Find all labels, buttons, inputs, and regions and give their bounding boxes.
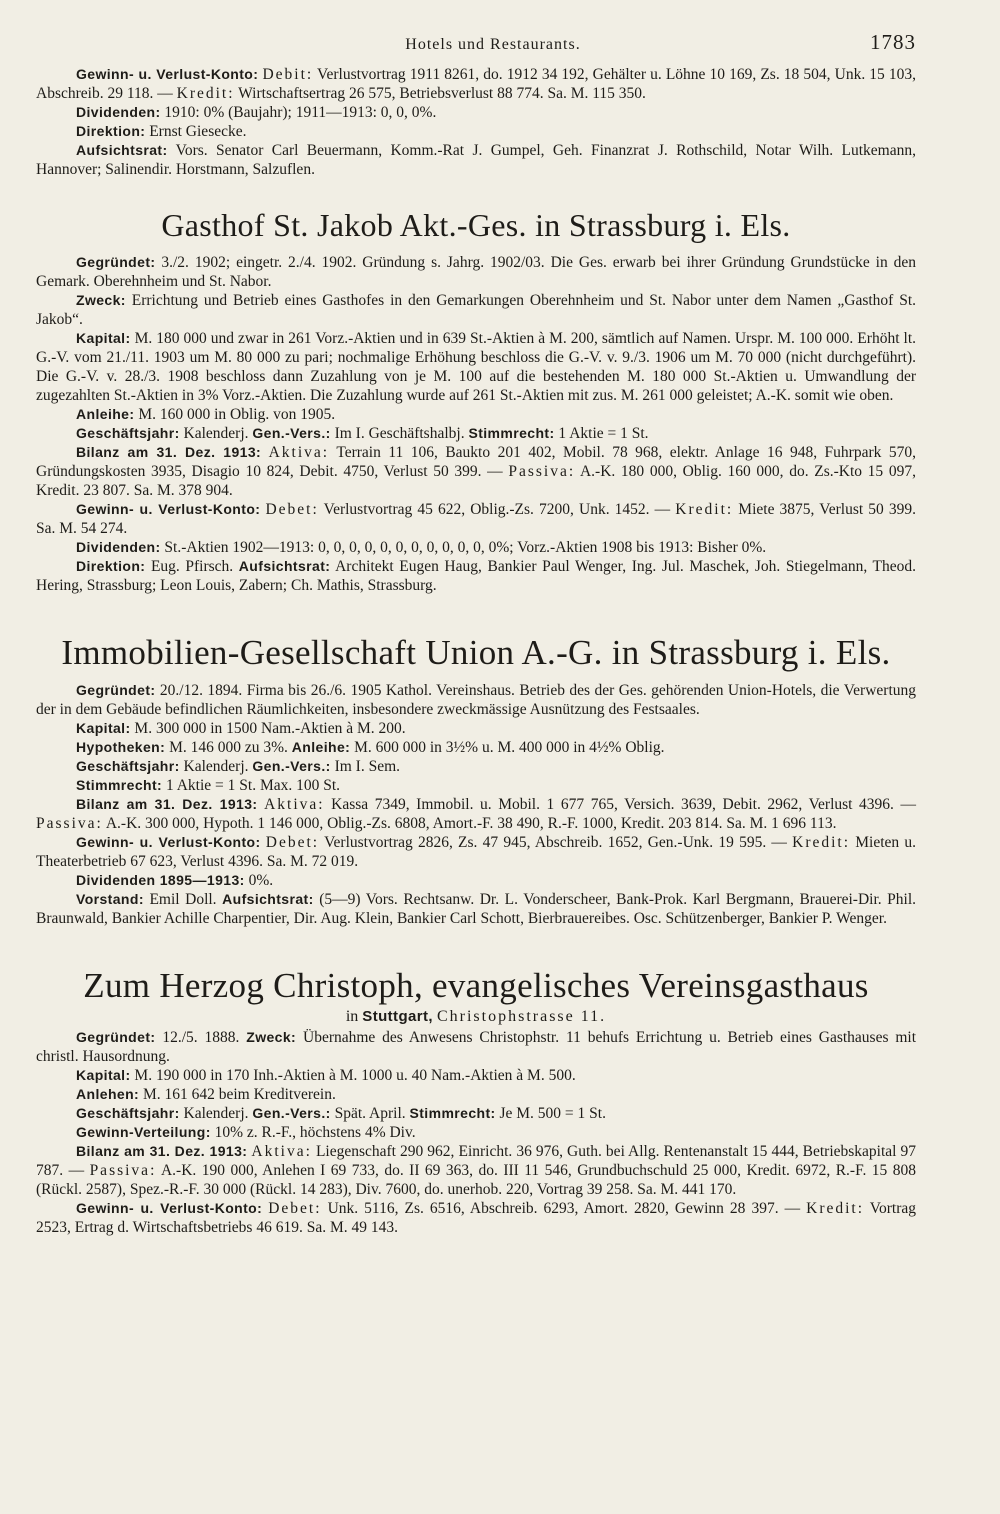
paragraph-voting — [36, 776, 916, 795]
running-title: Hotels und Restaurants. — [405, 36, 581, 53]
paragraph-profit-distribution — [36, 1123, 916, 1142]
entry-gasthof-st-jakob — [36, 207, 916, 595]
paragraph-balance — [36, 1142, 916, 1199]
entry-heading: Zum Herzog Christoph, evangelisches Vereinsgasthaus — [83, 966, 869, 1005]
field-label: Dividenden 1895—1913: — [76, 872, 245, 888]
aktiva-label: Aktiva: — [264, 796, 325, 813]
page-number: 1783 — [870, 30, 916, 54]
paragraph-business-year — [36, 1104, 916, 1123]
entry-heading: Immobilien-Gesellschaft Union A.-G. in Strassburg i. Els. — [61, 633, 891, 672]
sub-city: Stuttgart, — [362, 1008, 433, 1025]
debet-text: Verlustvortrag 2826, Zs. 47 945, Abschreib. 1652, Gen.-Unk. 19 595. — — [324, 834, 787, 851]
field-text: Spät. April. — [334, 1105, 406, 1122]
field-label: Gewinn- u. Verlust-Konto: — [76, 1200, 263, 1216]
kredit-label: Kredit: — [675, 501, 734, 518]
field-label: Geschäftsjahr: — [76, 425, 180, 441]
field-text: Emil Doll. — [149, 891, 217, 908]
field-text: Ernst Giesecke. — [149, 123, 247, 140]
field-label: Aufsichtsrat: — [238, 558, 331, 574]
aktiva-text: Terrain 11 106, Baukto 201 402, Mobil. 78 968, elektr. Anlage 16 948, Fuhrpark 570, Gründungskosten 3935, Disagio 10 824, Debit. 4750, Verlust 50 399. — — [36, 444, 916, 480]
aktiva-label: Aktiva: — [268, 444, 330, 461]
field-label: Gewinn- u. Verlust-Konto: — [76, 501, 261, 517]
field-text: M. 161 642 beim Kreditverein. — [142, 1086, 336, 1103]
field-text: Errichtung und Betrieb eines Gasthofes in den Gemarkungen Oberehnheim und St. Nabor unter dem Namen „Gasthof St. Jakob“. — [36, 292, 917, 328]
paragraph-founded — [36, 681, 916, 719]
paragraph-dividends — [36, 538, 916, 557]
field-label: Gewinn-Verteilung: — [76, 1124, 211, 1140]
field-label: Anleihe: — [291, 739, 351, 755]
field-label: Kapital: — [76, 720, 131, 736]
field-text: Kalenderj. — [183, 425, 249, 442]
paragraph-balance — [36, 443, 916, 500]
intro-continuation — [36, 65, 916, 179]
sub-prefix: in — [345, 1008, 359, 1025]
field-text: Im I. Sem. — [334, 758, 401, 775]
paragraph-dividends — [36, 103, 916, 122]
credit-label: Kredit: — [176, 85, 235, 102]
paragraph-profit-loss — [36, 1199, 916, 1237]
field-text: 1 Aktie = 1 St. — [558, 425, 649, 442]
paragraph-loan — [36, 405, 916, 424]
field-label: Geschäftsjahr: — [76, 758, 180, 774]
field-label: Vorstand: — [76, 891, 144, 907]
field-text: Im I. Geschäftshalbj. — [334, 425, 465, 442]
paragraph-direction — [36, 557, 916, 595]
debet-label: Debet: — [265, 834, 320, 851]
field-text: M. 160 000 in Oblig. von 1905. — [138, 406, 336, 423]
paragraph-loan — [36, 1085, 916, 1104]
entry-herzog-christoph — [36, 968, 916, 1237]
field-text: Kalenderj. — [183, 758, 249, 775]
paragraph-board — [36, 890, 916, 928]
entry-subheading — [36, 1008, 916, 1026]
field-label: Bilanz am 31. Dez. 1913: — [76, 444, 262, 460]
field-label: Bilanz am 31. Dez. 1913: — [76, 1143, 248, 1159]
entry-heading: Gasthof St. Jakob Akt.-Ges. in Strassburg i. Els. — [161, 207, 791, 243]
field-text: (5—9) Vors. Rechtsanw. Dr. L. Vonderscheer, Bank-Prok. Karl Bergmann, Brauerei-Dir. Phil. Braunwald, Bankier Achille Charpentier, Dir. Aug. Klein, Bankier Carl Schott, Bierbrauereibes. Osc. Schützenberger, Bankier P. Wenger. — [36, 891, 917, 927]
field-label: Aufsichtsrat: — [76, 142, 168, 158]
field-text: Kalenderj. — [183, 1105, 249, 1122]
debet-label: Debet: — [265, 501, 319, 518]
field-label: Dividenden: — [76, 539, 161, 555]
field-text: 3./2. 1902; eingetr. 2./4. 1902. Gründung s. Jahrg. 1902/03. Die Ges. erwarb bei ihrer Gründung Grundstücke in den Gemark. Oberehnheim und St. Nabor. — [36, 254, 916, 290]
field-label: Stimmrecht: — [468, 425, 555, 441]
entry-immobilien-union — [36, 635, 916, 928]
debet-text: Unk. 5116, Zs. 6516, Abschreib. 6293, Amort. 2820, Gewinn 28 397. — — [327, 1200, 801, 1217]
field-label: Kapital: — [76, 1067, 131, 1083]
field-label: Gegründet: — [76, 1029, 156, 1045]
field-text: Architekt Eugen Haug, Bankier Paul Wenger, Ing. Jul. Maschek, Joh. Stiegelmann, Theod. Hering, Strassburg; Leon Louis, Zabern; Ch. Mathis, Strassburg. — [36, 558, 916, 594]
debit-text: Verlustvortrag 1911 8261, do. 1912 34 192, Gehälter u. Löhne 10 169, Zs. 18 504, Unk. 15 103, Abschreib. 29 118. — — [36, 66, 917, 102]
field-text: Eug. Pfirsch. — [150, 558, 234, 575]
aktiva-text: Kassa 7349, Immobil. u. Mobil. 1 677 765, Versich. 3639, Debit. 2962, Verlust 4396. — — [331, 796, 917, 813]
passiva-text: A.-K. 300 000, Hypoth. 1 146 000, Oblig.-Zs. 6808, Amort.-F. 38 490, R.-F. 1000, Kredit. 203 814. Sa. M. 1 696 113. — [105, 815, 837, 832]
paragraph-direction — [36, 122, 916, 141]
debet-label: Debet: — [268, 1200, 322, 1217]
field-text: St.-Aktien 1902—1913: 0, 0, 0, 0, 0, 0, 0, 0, 0, 0, 0, 0%; Vorz.-Aktien 1908 bis 1913: Bisher 0%. — [164, 539, 767, 556]
field-label: Stimmrecht: — [76, 777, 163, 793]
kredit-label: Kredit: — [806, 1200, 865, 1217]
field-text: M. 146 000 zu 3%. — [169, 739, 288, 756]
field-text: Übernahme des Anwesens Christophstr. 11 behufs Errichtung u. Betrieb eines Gasthauses mit christl. Hausordnung. — [36, 1029, 917, 1065]
field-text: M. 300 000 in 1500 Nam.-Aktien à M. 200. — [134, 720, 406, 737]
debit-label: Debit: — [262, 66, 314, 83]
passiva-text: A.-K. 180 000, Oblig. 160 000, do. Zs.-Kto 15 097, Kredit. 23 807. Sa. M. 378 904. — [36, 463, 916, 499]
field-label: Gegründet: — [76, 682, 156, 698]
field-text: M. 600 000 in 3½% u. M. 400 000 in 4½% Oblig. — [354, 739, 665, 756]
paragraph-capital — [36, 1066, 916, 1085]
field-text: Je M. 500 = 1 St. — [499, 1105, 606, 1122]
field-label: Zweck: — [76, 292, 126, 308]
paragraph-business-year — [36, 424, 916, 443]
field-text: M. 180 000 und zwar in 261 Vorz.-Aktien und in 639 St.-Aktien à M. 200, sämtlich auf Namen. Urspr. M. 100 000. Erhöht lt. G.-V. vom 21./11. 1903 um M. 80 000 zu pari; nochmalige Erhöhung beschloss die G.-V. v. 9./3. 1906 um M. 70 000 (nicht durchgeführt). Die G.-V. v. 28./3. 1908 beschloss dann Zuzahlung von je M. 100 auf die bestehenden M. 180 000 St.-Aktien u. Umwandlung der zugezahlten St.-Aktien in 3% Vorz.-Aktien. Die Zuzahlung wurde auf 261 St.-Aktien mit zus. M. 261 000 geleistet; A.-K. somit wie oben. — [36, 330, 916, 404]
field-label: Gen.-Vers.: — [252, 758, 331, 774]
field-label: Gewinn- u. Verlust-Konto: — [76, 66, 259, 82]
field-label: Bilanz am 31. Dez. 1913: — [76, 796, 258, 812]
kredit-text: Mieten u. Theaterbetrieb 67 623, Verlust 4396. Sa. M. 72 019. — [36, 834, 917, 870]
paragraph-founded — [36, 253, 916, 291]
field-label: Stimmrecht: — [409, 1105, 496, 1121]
field-label: Anlehen: — [76, 1086, 140, 1102]
passiva-text: A.-K. 190 000, Anlehen I 69 733, do. II 69 363, do. III 11 546, Grundbuchschuld 25 000, Kredit. 6972, R.-F. 15 808 (Rückl. 2587), Spez.-R.-F. 30 000 (Rückl. 14 283), Div. 7600, do. unerhob. 220, Vortrag 39 258. Sa. M. 441 170. — [36, 1162, 917, 1198]
paragraph-business-year — [36, 757, 916, 776]
field-label: Kapital: — [76, 330, 131, 346]
field-label: Dividenden: — [76, 104, 161, 120]
paragraph-founded — [36, 1028, 916, 1066]
kredit-text: Vortrag 2523, Ertrag d. Wirtschaftsbetriebs 46 619. Sa. M. 49 143. — [36, 1200, 917, 1236]
field-label: Aufsichtsrat: — [222, 891, 314, 907]
field-text: 1910: 0% (Baujahr); 1911—1913: 0, 0, 0%. — [164, 104, 437, 121]
field-label: Gewinn- u. Verlust-Konto: — [76, 834, 261, 850]
paragraph-purpose — [36, 291, 916, 329]
passiva-label: Passiva: — [36, 815, 103, 832]
aktiva-text: Liegenschaft 290 962, Einricht. 36 976, Guth. bei Allg. Rentenanstalt 15 444, Betriebskapital 97 787. — — [36, 1143, 917, 1179]
field-label: Zweck: — [246, 1029, 297, 1045]
paragraph-profit-loss — [36, 65, 916, 103]
paragraph-capital — [36, 719, 916, 738]
field-label: Direktion: — [76, 558, 146, 574]
running-header — [36, 30, 916, 55]
paragraph-profit-loss — [36, 833, 916, 871]
field-text: 10% z. R.-F., höchstens 4% Div. — [214, 1124, 416, 1141]
field-label: Gen.-Vers.: — [252, 1105, 331, 1121]
field-label: Direktion: — [76, 123, 146, 139]
passiva-label: Passiva: — [508, 463, 576, 480]
paragraph-profit-loss — [36, 500, 916, 538]
field-label: Anleihe: — [76, 406, 135, 422]
field-text: Vors. Senator Carl Beuermann, Komm.-Rat J. Gumpel, Geh. Finanzrat J. Rothschild, Notar Wilh. Lutkemann, Hannover; Salinendir. Horstmann, Salzuflen. — [36, 142, 916, 178]
field-text: 1 Aktie = 1 St. Max. 100 St. — [165, 777, 341, 794]
field-label: Hypotheken: — [76, 739, 166, 755]
field-label: Gegründet: — [76, 254, 156, 270]
sub-street: Christophstrasse 11. — [436, 1008, 607, 1025]
kredit-text: Miete 3875, Verlust 50 399. Sa. M. 54 274. — [36, 501, 916, 537]
paragraph-capital — [36, 329, 916, 405]
paragraph-dividends — [36, 871, 916, 890]
paragraph-balance — [36, 795, 916, 833]
field-text: 0%. — [248, 872, 274, 889]
field-label: Geschäftsjahr: — [76, 1105, 180, 1121]
field-label: Gen.-Vers.: — [252, 425, 331, 441]
credit-text: Wirtschaftsertrag 26 575, Betriebsverlust 88 774. Sa. M. 115 350. — [238, 85, 646, 102]
paragraph-supervisory-board — [36, 141, 916, 179]
kredit-label: Kredit: — [792, 834, 851, 851]
passiva-label: Passiva: — [89, 1162, 157, 1179]
field-text: 12./5. 1888. — [162, 1029, 240, 1046]
debet-text: Verlustvortrag 45 622, Oblig.-Zs. 7200, Unk. 1452. — — [323, 501, 671, 518]
paragraph-mortgages — [36, 738, 916, 757]
field-text: M. 190 000 in 170 Inh.-Aktien à M. 1000 u. 40 Nam.-Aktien à M. 500. — [134, 1067, 576, 1084]
field-text: 20./12. 1894. Firma bis 26./6. 1905 Kathol. Vereinshaus. Betrieb des der Ges. gehörenden Union-Hotels, die Verwertung der in dem Gebäude befindlichen Räumlichkeiten, insbesondere zweckmässige Ausnützung des Festsaales. — [36, 682, 917, 718]
aktiva-label: Aktiva: — [251, 1143, 312, 1160]
